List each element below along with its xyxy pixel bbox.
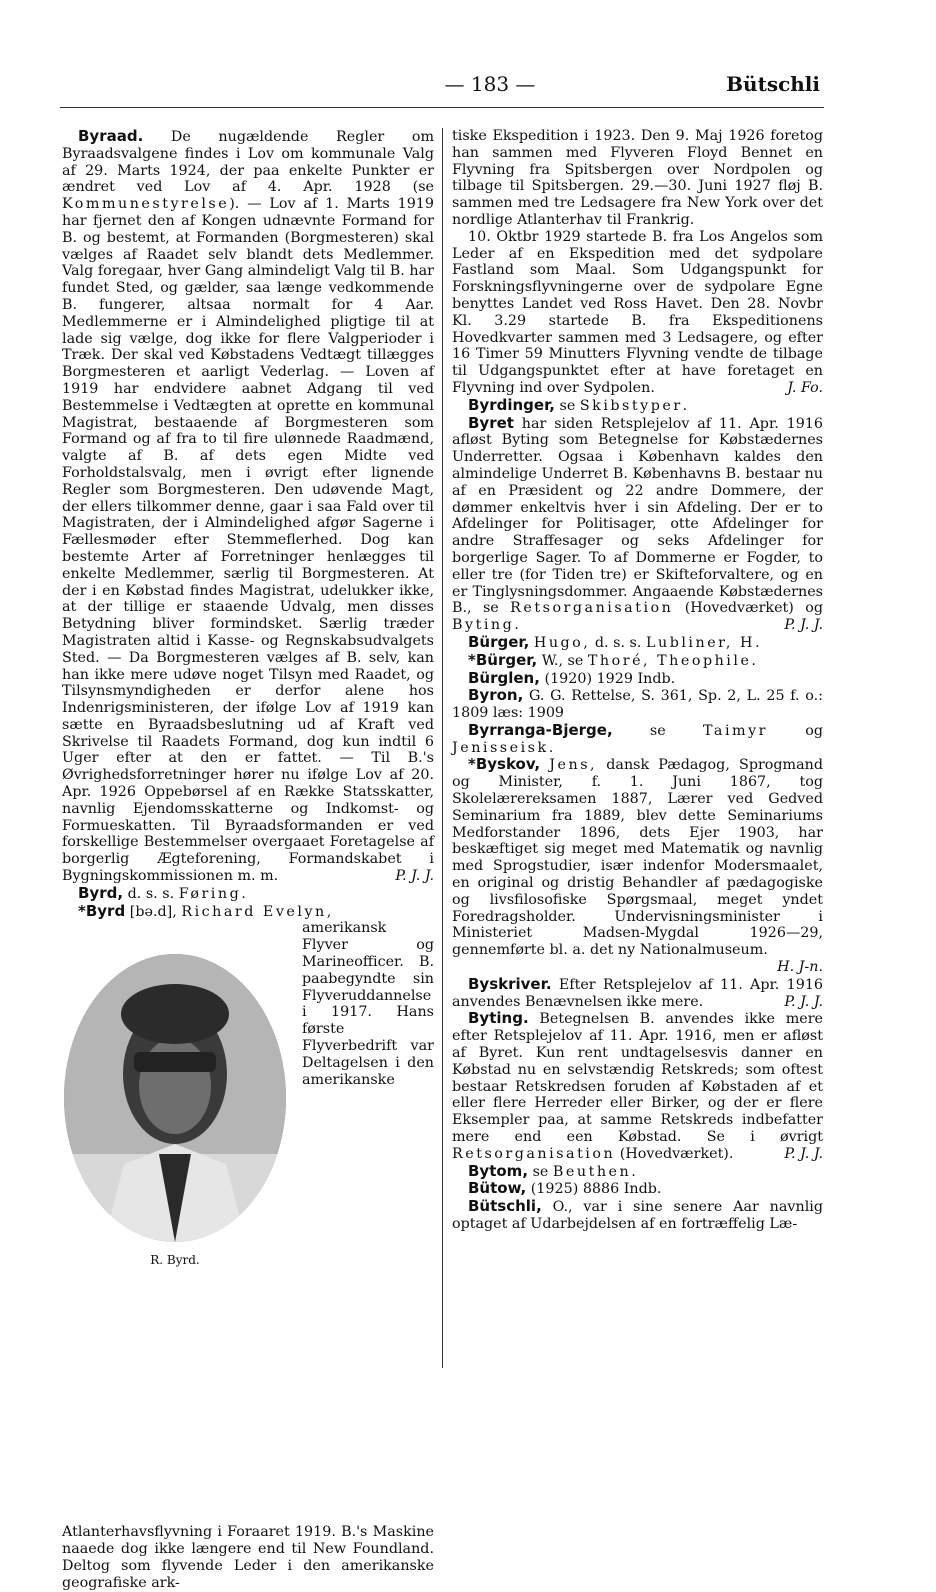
headword: Byrranga-Bjerge,	[468, 720, 613, 739]
headword: Byron,	[468, 686, 524, 705]
headword: Bürger,	[468, 632, 530, 651]
entry-byskov: *Byskov, Jens, dansk Pædagog, Sprogmand og Minister, f. 1. Juni 1867, tog Skolelærereksamen 1887, Lærer ved Gedved Seminarium fra 1889, blev dette Seminariums Medforstander 1896, dets Ejer 1903, har beskæftiget sig meget med Matematik og navnlig med Sprogstudier, især indenfor Modersmaalet, en original og dristig Behandler af pædagogiske og livsfilosofiske Spørgsmaal, meget yndet Foredragsholder. Undervisningsminister i Ministeriet Madsen-Mygdal 1926—29, gennemførte bl. a. det ny Nationalmuseum. H. J-n.	[452, 755, 824, 976]
cross-reference: Thoré, Theophile	[587, 652, 752, 669]
headword: *Byrd	[78, 901, 126, 920]
page-header	[60, 72, 820, 102]
person-name: Richard Evelyn,	[181, 903, 334, 920]
headword: Byskriver.	[468, 974, 552, 993]
person-name: Hugo,	[533, 634, 591, 651]
column-divider	[442, 128, 443, 1368]
author-signature: J. Fo.	[787, 379, 823, 396]
cross-reference: Retsorganisation	[452, 1145, 616, 1162]
header-rule	[60, 107, 824, 108]
author-signature: P. J. J.	[395, 868, 434, 885]
entry-byrd-2-intro: *Byrd [bə.d], Richard Evelyn,	[78, 901, 334, 920]
headword: Byraad.	[78, 127, 144, 145]
cross-reference: Jenisseisk	[452, 739, 549, 756]
byrd-continued-2: 10. Oktbr 1929 startede B. fra Los Angelos som Leder af en Ekspedition med det sydpolare Fastland som Maal. Som Udgangspunkt for Forskningsflyvningerne over de sydpolare Egne benyttes Landet ved Ross Havet. Den 28. Novbr Kl. 3.29 startede B. fra Ekspeditionens Hovedkvarter sammen med 3 Ledsagere, og efter 16 Timer 59 Minutters Flyvning vendte de tilbage til Udgangspunktet efter at have foretaget en Flyvning ind over Sydpolen. J. Fo.	[452, 228, 823, 396]
headword: *Bürger,	[468, 650, 538, 669]
cross-reference: Kommunestyrelse	[62, 196, 230, 213]
headword: Byrd,	[78, 883, 124, 902]
entry-burger-w: *Bürger, W., se Thoré, Theophile.	[468, 650, 756, 669]
headword: Bürglen,	[468, 668, 540, 687]
photo-caption: R. Byrd.	[150, 1253, 200, 1268]
person-name: Jens,	[549, 757, 598, 774]
entry-byret: Byret har siden Retsplejelov af 11. Apr. 1916 afløst Byting som Betegnelse for Købstædernes Underretter. Ogsaa i København kaldes den almindelige Underret B. Københavns B. bestaar nu af en Præsident og 22 andre Dommere, der dømmer enkeltvis hver i sin Afdeling. Der er to Afdelinger for Politisager, otte Afdelinger for andre Straffesager og seks Afdelinger for borgerlige Sager. To af Dommerne er Fogder, to eller tre (for Tiden tre) er Skifteforvaltere, og en er Tinglysningsdommer. Angaaende Købstædernes B., se Retsorganisation (Hovedværket) og Byting. P. J. J.	[452, 413, 823, 634]
entry-byrd-2-text: amerikansk Flyver og Marineofficer. B. paabegyndte sin Flyveruddannelse i 1917. Hans første Flyverbedrift var Deltagelsen i den amerikanske Atlanterhavsflyvning i Foraaret 1919. B.'s Maskine naaede dog ikke længere end til New Foundland. Deltog som flyvende Leder i den amerikanske geografiske ark-	[62, 920, 434, 1591]
cross-reference: Retsorganisation	[510, 600, 674, 617]
entry-burger-hugo: Bürger, Hugo, d. s. s. Lubliner, H.	[468, 632, 763, 651]
cross-reference: Taimyr	[703, 722, 768, 739]
entry-byting: Byting. Betegnelsen B. anvendes ikke mere efter Retsplejelov af 11. Apr. 1916, men er afløst af Byret. Kun rent undtagelsesvis danner en Købstad nu en selvstændig Retskreds; som oftest bestaar Retskredsen foruden af Købstaden af et eller flere Herreder eller Birker, og der er flere Eksempler paa, at samme Retskreds indbefatter mere end een Købstad. Se i øvrigt Retsorganisation (Hovedværket). P. J. J.	[452, 1009, 824, 1162]
entry-butschli: Bütschli, O., var i sine senere Aar navnlig optaget af Udarbejdelsen af en fortræffelig Læ-	[452, 1197, 823, 1232]
entry-byraad: Byraad. De nugældende Regler om Byraadsvalgene findes i Lov om kommunale Valg af 29. Marts 1924, der paa enkelte Punkter er ændret ved Lov af 4. Apr. 1928 (se Kommunestyrelse). — Lov af 1. Marts 1919 har fjernet den af Kongen udnævnte Formand for B. og bestemt, at Formanden (Borgmesteren) skal vælges af Raadet selv blandt dets Medlemmer. Valg foregaar, hver Gang almindeligt Valg til B. har fundet Sted, og gælder, saa længe vedkommende B. fungerer, altsaa normalt for 4 Aar. Medlemmerne er i Almindelighed pligtige til at lade sig vælge, dog ikke for flere Valgperioder i Træk. Der skal ved Købstadens Vedtægt tillægges Borgmesteren et aarligt Vederlag. — Loven af 1919 har endvidere aabnet Adgang til ved Bestemmelse i Vedtægten at oprette en kommunal Magistrat, bestaaende af Borgmesteren som Formand og af fra to til fire ulønnede Raadmænd, valgte af B. af dets egen Midte ved Forholdstalsvalg, men i øvrigt efter lignende Regler som Borgmesteren. Den udøvende Magt, der ellers tilkommer denne, gaar i saa Fald over til Magistraten, der i Almindelighed afgør Sagerne i Fællesmøder efter Stemmeflerhed. Dog kan bestemte Arter af Forretninger henlægges til enkelte Medlemmer, særlig til Borgmesteren. At der i en Købstad findes Magistrat, udelukker ikke, at der tillige er staaende Udvalg, men disses Betydning bliver formindsket. Særlig træder Magistraten altid i Kasse- og Regnskabsudvalgets Sted. — Da Borgmesteren vælges af B. selv, kan han ikke mere udøve noget Tilsyn med Raadet, og Tilsynsmyndigheden er derfor alene hos Indenrigsministeren, der ifølge Lov af 1919 kan sætte en Byraadsbeslutning ud af Kraft ved Skrivelse til Raadets Formand, dog kun indtil 6 Uger efter at den er fattet. — Til B.'s Øvrighedsforretninger hører nu ifølge Lov af 20. Apr. 1926 Oppebørsel af en Række Statsskatter, navnlig Ejendomsskatterne og Indkomst- og Formueskatten. Til Byraadsformanden er ved forskellige Bestemmelser overgaaet Foretagelse af borgerlig Ægteforening, Formandskabet i Bygningskommissionen m. m. P. J. J.	[62, 127, 434, 885]
right-column	[452, 128, 823, 1233]
page-number: — 183 —	[444, 72, 536, 96]
headword: Bütschli,	[468, 1197, 542, 1216]
author-signature: P. J. J.	[784, 1145, 823, 1162]
entry-byrd-1: Byrd, d. s. s. Føring.	[78, 883, 246, 902]
headword: *Byskov,	[468, 755, 541, 774]
entry-bytom: Bytom, se Beuthen.	[468, 1161, 636, 1180]
entry-byrdinger: Byrdinger, se Skibstyper.	[468, 395, 688, 414]
headword: Bütow,	[468, 1179, 527, 1198]
headword: Byting.	[468, 1009, 529, 1028]
left-column	[62, 128, 434, 1592]
entry-byron: Byron, G. G. Rettelse, S. 361, Sp. 2, L. 25 f. o.: 1809 læs: 1909	[452, 686, 823, 722]
running-head: Bütschli	[726, 72, 820, 96]
author-signature: P. J. J.	[784, 993, 823, 1010]
headword: Byrdinger,	[468, 395, 555, 414]
headword: Bytom,	[468, 1161, 529, 1180]
entry-burglen: Bürglen, (1920) 1929 Indb.	[468, 668, 676, 687]
entry-byrranga: Byrranga-Bjerge, se Taimyr og Jenisseisk.	[452, 720, 824, 756]
cross-reference: Føring	[178, 885, 242, 902]
author-signature: P. J. J.	[784, 617, 823, 634]
cross-reference: Beuthen	[552, 1163, 632, 1180]
entry-butow: Bütow, (1925) 8886 Indb.	[468, 1179, 662, 1198]
headword: Byret	[468, 413, 514, 432]
author-signature: H. J-n.	[777, 959, 823, 976]
cross-reference: Skibstyper	[579, 397, 683, 414]
cross-reference: Byting	[452, 617, 515, 634]
portrait-figure	[62, 924, 292, 1524]
portrait-image	[64, 954, 286, 1242]
cross-reference: Lubliner, H.	[646, 634, 763, 651]
entry-byskriver: Byskriver. Efter Retsplejelov af 11. Apr. 1916 anvendes Benævnelsen ikke mere. P. J. J.	[452, 974, 824, 1010]
byrd-continued-1: tiske Ekspedition i 1923. Den 9. Maj 1926 foretog han sammen med Flyveren Floyd Bennet en Flyvning fra Spitsbergen over Nordpolen og tilbage til Spitsbergen. 29.—30. Juni 1927 fløj B. sammen med tre Ledsagere fra New York over det nordlige Atlanterhav til Frankrig.	[452, 128, 823, 228]
portrait-photo	[64, 954, 286, 1242]
